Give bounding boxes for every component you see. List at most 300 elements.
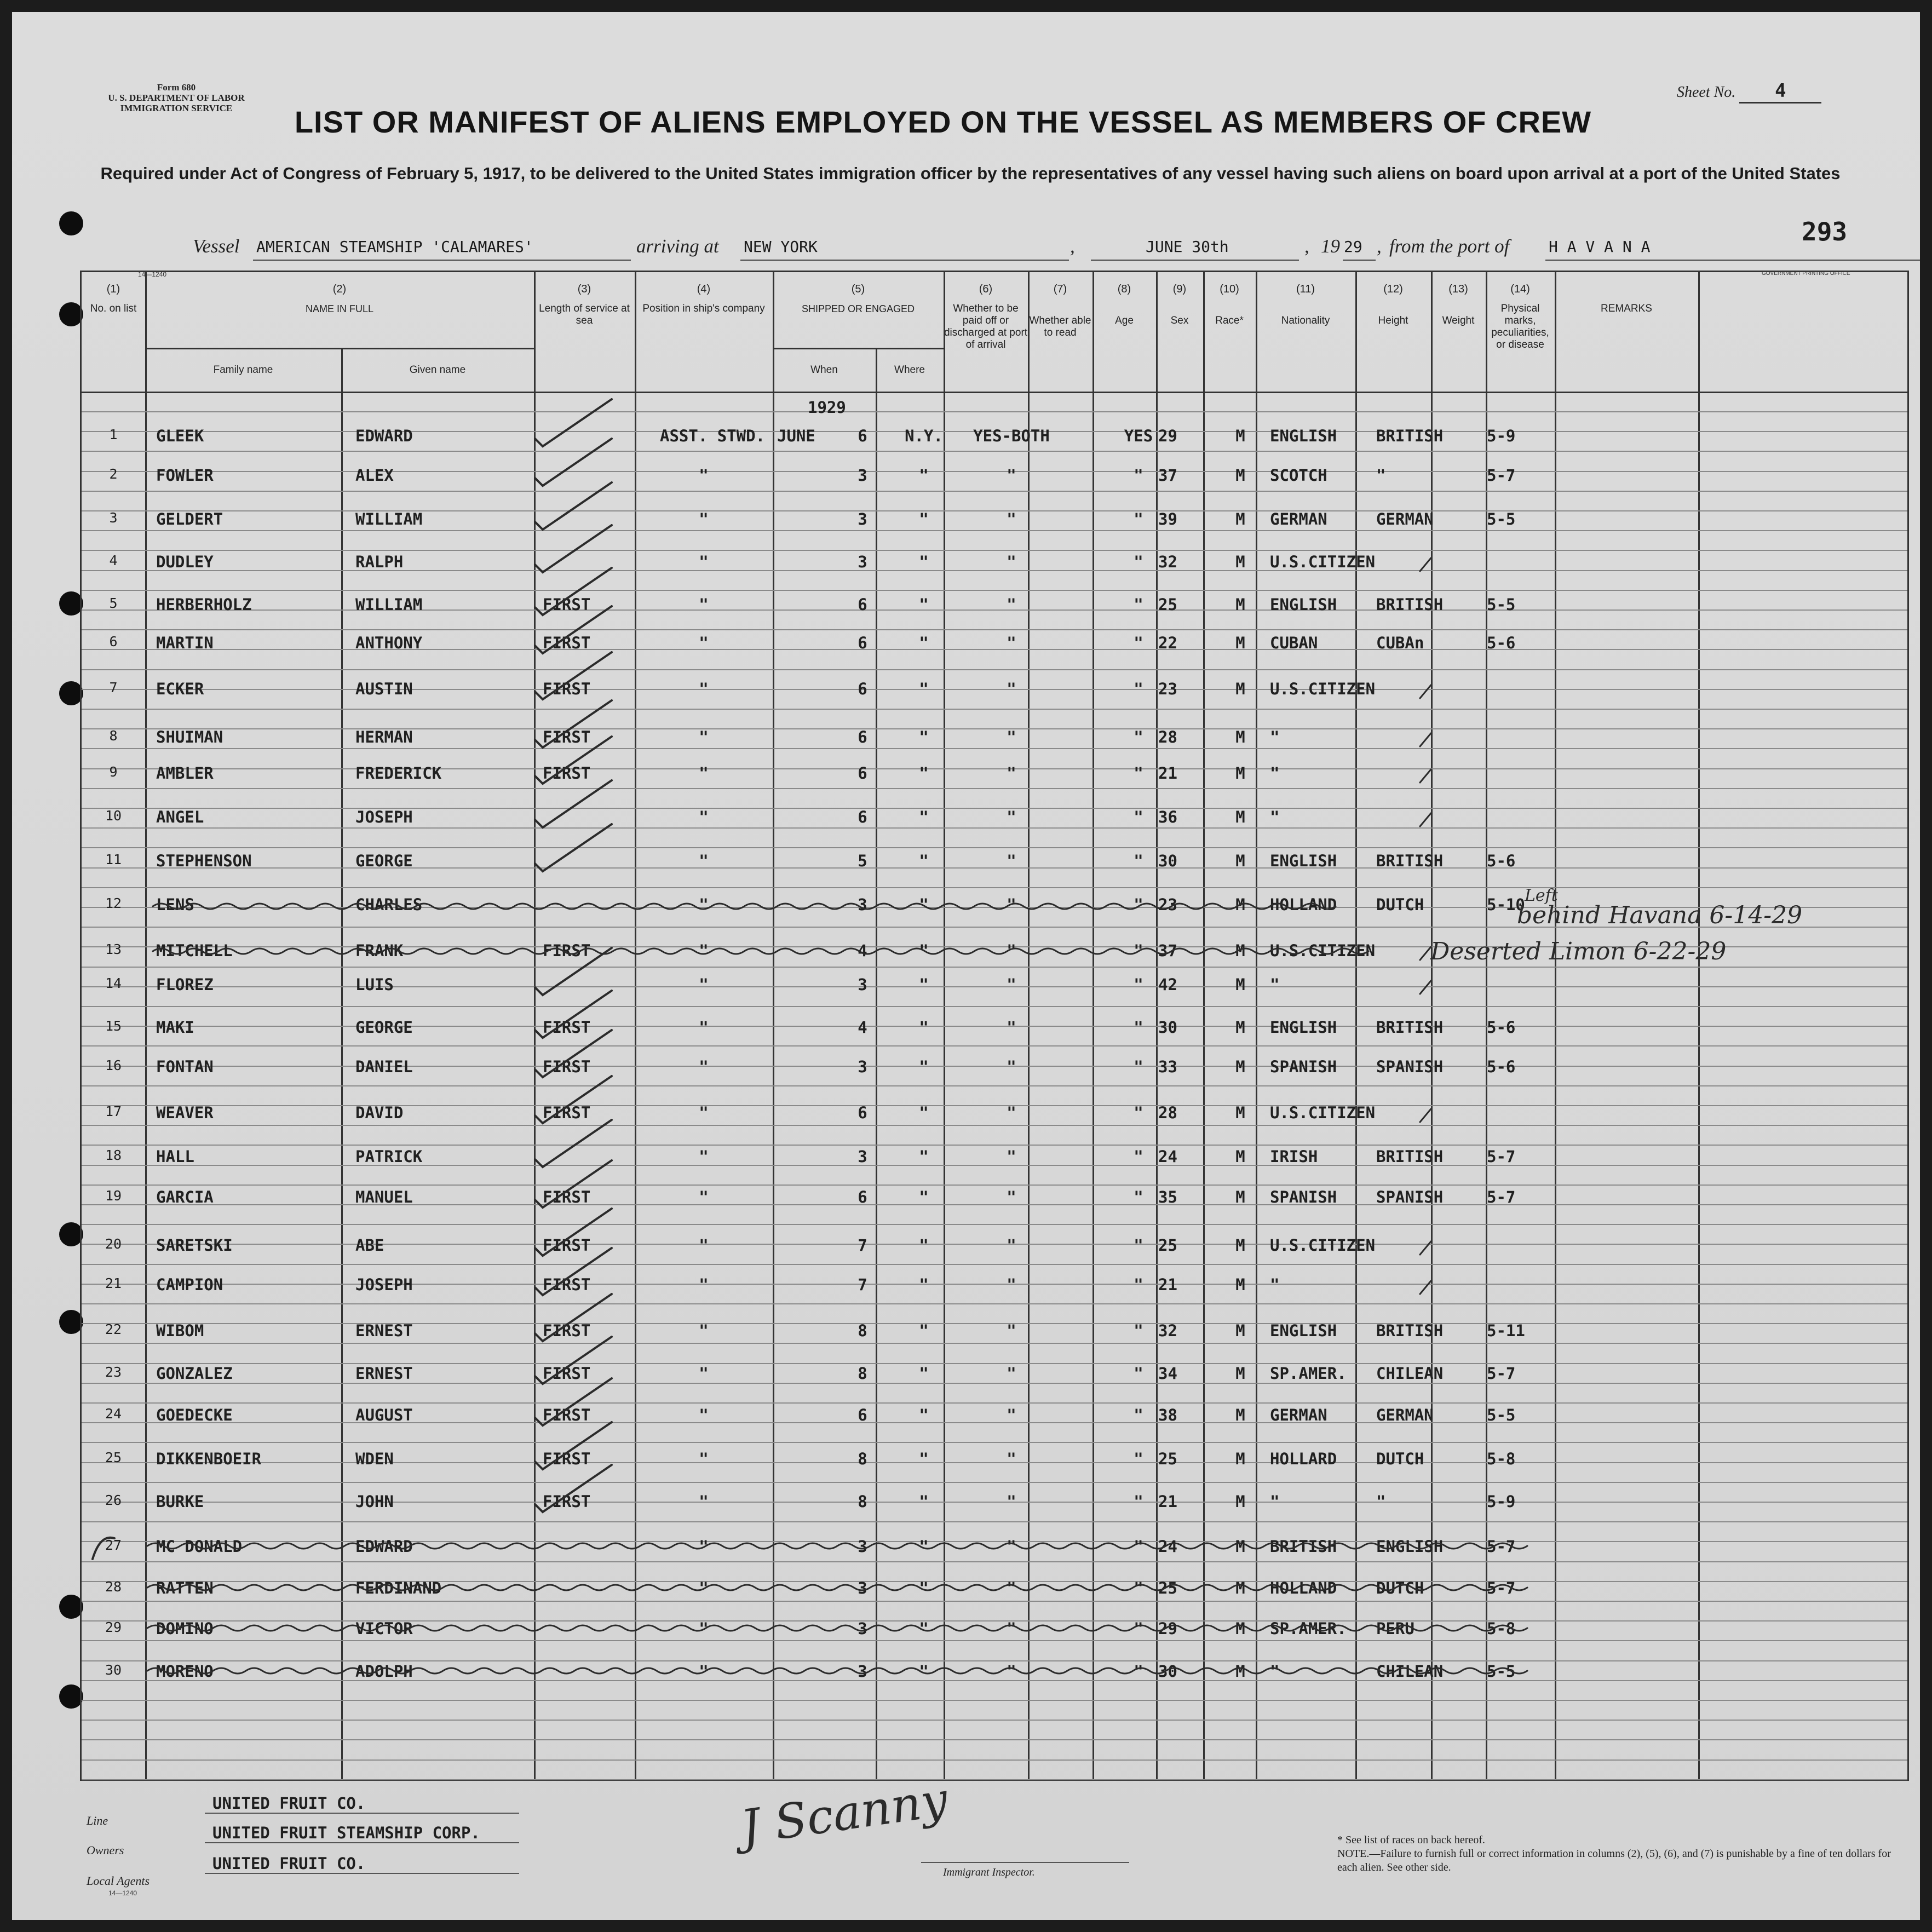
- column-number: (9): [1172, 283, 1187, 295]
- cell-sex: M: [1235, 852, 1245, 870]
- cell-read: YES: [1124, 427, 1153, 445]
- cell-race: ENGLISH: [1270, 852, 1337, 870]
- cell-position: ": [699, 1364, 709, 1383]
- cell-day: 5: [858, 852, 867, 870]
- column-label: No. on list: [90, 303, 137, 314]
- cell-read: ": [1134, 1662, 1143, 1681]
- check-mark: [535, 1209, 612, 1256]
- column-label: Height: [1378, 315, 1408, 326]
- cell-paid: ": [1007, 764, 1016, 783]
- cell-family: RATTEN: [156, 1579, 214, 1597]
- cell-given: JOHN: [355, 1492, 394, 1511]
- cell-family: AMBLER: [156, 764, 214, 783]
- column-label: Whether able to read: [1029, 315, 1091, 338]
- cell-paid: ": [1007, 1450, 1016, 1468]
- cell-given: FREDERICK: [355, 764, 442, 783]
- column-number: (6): [979, 283, 993, 295]
- cell-given: WILLIAM: [355, 510, 423, 528]
- line-label: Line: [87, 1814, 108, 1827]
- cell-read: ": [1134, 553, 1143, 571]
- cell-sex: M: [1235, 895, 1245, 914]
- cell-day: 8: [858, 1321, 867, 1340]
- cell-position: ": [699, 1579, 709, 1597]
- cell-height: 5-6: [1487, 1057, 1516, 1076]
- cell-paid: ": [1007, 1236, 1016, 1255]
- slash-mark: [1420, 685, 1431, 698]
- cell-position: ": [699, 1619, 709, 1638]
- cell-paid: ": [1007, 1537, 1016, 1556]
- column-number: (2): [332, 283, 347, 295]
- cell-read: ": [1134, 808, 1143, 826]
- cell-age: 25: [1158, 1236, 1177, 1255]
- column-label: Nationality: [1281, 315, 1330, 326]
- cell-where: ": [919, 680, 929, 698]
- cell-paid: ": [1007, 1018, 1016, 1037]
- cell-race: ": [1270, 975, 1280, 994]
- cell-family: DOMINO: [156, 1619, 214, 1638]
- cell-where: ": [919, 728, 929, 746]
- cell-service: FIRST: [543, 1188, 591, 1206]
- check-mark: [535, 1422, 612, 1469]
- cell-height: 5-5: [1487, 510, 1516, 528]
- cell-no: 3: [109, 510, 118, 526]
- cell-position: ": [699, 1236, 709, 1255]
- cell-day: 4: [858, 1018, 867, 1037]
- cell-sex: M: [1235, 1103, 1245, 1122]
- sheet-number-label: Sheet No.: [1677, 84, 1736, 101]
- cell-sex: M: [1235, 728, 1245, 746]
- cell-service: FIRST: [543, 1275, 591, 1294]
- cell-position: ": [699, 1188, 709, 1206]
- cell-where: ": [919, 595, 929, 614]
- cell-position: ": [699, 1147, 709, 1166]
- cell-no: 25: [105, 1450, 122, 1465]
- binder-hole: [59, 211, 83, 235]
- cell-service: FIRST: [543, 1057, 591, 1076]
- cell-given: DAVID: [355, 1103, 404, 1122]
- cell-age: 25: [1158, 1450, 1177, 1468]
- cell-nationality: BRITISH: [1376, 852, 1444, 870]
- cell-age: 21: [1158, 1492, 1177, 1511]
- check-mark: [535, 1337, 612, 1384]
- cell-height: 5-7: [1487, 1188, 1516, 1206]
- sheet-number-value: 4: [1739, 80, 1821, 104]
- cell-age: 39: [1158, 510, 1177, 528]
- cell-given: MANUEL: [355, 1188, 413, 1206]
- cell-race: ": [1270, 728, 1280, 746]
- cell-paid: ": [1007, 941, 1016, 960]
- cell-race: ": [1270, 764, 1280, 783]
- cell-day: 3: [858, 975, 867, 994]
- local-agents-label: Local Agents: [87, 1874, 150, 1888]
- cell-read: ": [1134, 1321, 1143, 1340]
- cell-paid: ": [1007, 1188, 1016, 1206]
- cell-read: ": [1134, 1188, 1143, 1206]
- failure-note: NOTE.—Failure to furnish full or correct information in columns (2), (5), (6), and (7) is punishable by a fine of ten dollars for each alien. See other side.: [1337, 1848, 1891, 1873]
- cell-no: 16: [105, 1057, 122, 1073]
- cell-service: FIRST: [543, 595, 591, 614]
- cell-age: 37: [1158, 466, 1177, 485]
- cell-race: ENGLISH: [1270, 427, 1337, 445]
- cell-read: ": [1134, 1018, 1143, 1037]
- cell-family: GARCIA: [156, 1188, 214, 1206]
- cell-service: FIRST: [543, 1406, 591, 1424]
- check-mark: [535, 1378, 612, 1425]
- slash-mark: [1420, 1241, 1431, 1255]
- vessel-name-field: AMERICAN STEAMSHIP 'CALAMARES': [253, 238, 631, 261]
- cell-position: ": [699, 680, 709, 698]
- cell-age: 23: [1158, 895, 1177, 914]
- cell-position: ": [699, 634, 709, 652]
- cell-sex: M: [1235, 466, 1245, 485]
- cell-sex: M: [1235, 1406, 1245, 1424]
- cell-given: WILLIAM: [355, 595, 423, 614]
- print-code: 14—1240: [138, 271, 167, 278]
- cell-age: 33: [1158, 1057, 1177, 1076]
- slash-mark: [1420, 733, 1431, 746]
- cell-position: ": [699, 852, 709, 870]
- cell-family: FLOREZ: [156, 975, 214, 994]
- cell-read: ": [1134, 1579, 1143, 1597]
- cell-day: 3: [858, 1619, 867, 1638]
- cell-day: 4: [858, 941, 867, 960]
- cell-no: 6: [109, 634, 118, 649]
- cell-where: ": [919, 895, 929, 914]
- cell-paid: ": [1007, 553, 1016, 571]
- page-title: LIST OR MANIFEST OF ALIENS EMPLOYED ON THE VESSEL AS MEMBERS OF CREW: [294, 105, 1592, 139]
- cell-nationality: DUTCH: [1376, 1450, 1424, 1468]
- cell-nationality: DUTCH: [1376, 895, 1424, 914]
- cell-where: ": [919, 1057, 929, 1076]
- service-name: IMMIGRATION SERVICE: [120, 103, 233, 113]
- cell-read: ": [1134, 1450, 1143, 1468]
- cell-read: ": [1134, 852, 1143, 870]
- cell-position: ": [699, 466, 709, 485]
- cell-age: 42: [1158, 975, 1177, 994]
- arrival-date-field: JUNE 30th: [1091, 238, 1299, 261]
- cell-no: 5: [109, 595, 118, 611]
- crew-table: [80, 271, 1909, 1781]
- check-mark: [535, 482, 612, 530]
- cell-sex: M: [1235, 1275, 1245, 1294]
- cell-no: 30: [105, 1662, 122, 1678]
- vessel-label: Vessel: [193, 235, 240, 257]
- check-mark: [535, 525, 612, 572]
- cell-family: WIBOM: [156, 1321, 204, 1340]
- cell-age: 25: [1158, 595, 1177, 614]
- handwritten-note-left-top: Left: [1525, 886, 1558, 905]
- cell-given: PATRICK: [355, 1147, 423, 1166]
- cell-given: ERNEST: [355, 1321, 413, 1340]
- cell-paid: ": [1007, 1406, 1016, 1424]
- cell-where: ": [919, 1188, 929, 1206]
- cell-where: ": [919, 941, 929, 960]
- cell-paid: ": [1007, 1147, 1016, 1166]
- column-label: Whether to be paid off or discharged at port of arrival: [944, 303, 1028, 350]
- owners-label: Owners: [87, 1843, 124, 1857]
- cell-sex: M: [1235, 1321, 1245, 1340]
- cell-day: 7: [858, 1236, 867, 1255]
- column-number: (1): [106, 283, 120, 295]
- cell-paid: ": [1007, 975, 1016, 994]
- cell-paid: ": [1007, 1364, 1016, 1383]
- cell-nationality: GERMAN: [1376, 510, 1434, 528]
- cell-family: MORENO: [156, 1662, 214, 1681]
- slash-mark: [1420, 947, 1431, 960]
- cell-given: ANTHONY: [355, 634, 423, 652]
- given-name-header: Given name: [409, 364, 466, 376]
- cell-age: 36: [1158, 808, 1177, 826]
- cell-race: U.S.CITIZEN: [1270, 941, 1376, 960]
- cell-nationality: CHILEAN: [1376, 1364, 1444, 1383]
- check-mark: [535, 700, 612, 748]
- cell-given: HERMAN: [355, 728, 413, 746]
- cell-position: ": [699, 595, 709, 614]
- cell-service: FIRST: [543, 1018, 591, 1037]
- cell-given: GEORGE: [355, 852, 413, 870]
- cell-height: 5-5: [1487, 1662, 1516, 1681]
- cell-sex: M: [1235, 510, 1245, 528]
- cell-race: SP.AMER.: [1270, 1619, 1347, 1638]
- slash-mark: [1420, 1281, 1431, 1294]
- cell-age: 28: [1158, 728, 1177, 746]
- cell-race: CUBAN: [1270, 634, 1318, 652]
- cell-read: ": [1134, 466, 1143, 485]
- cell-where: ": [919, 1103, 929, 1122]
- cell-sex: M: [1235, 941, 1245, 960]
- check-mark: [535, 948, 612, 995]
- cell-no: 23: [105, 1364, 122, 1380]
- cell-race: HOLLAND: [1270, 1579, 1337, 1597]
- cell-age: 23: [1158, 680, 1177, 698]
- cell-position: ": [699, 1450, 709, 1468]
- cell-height: 5-8: [1487, 1619, 1516, 1638]
- cell-age: 24: [1158, 1537, 1177, 1556]
- cell-no: 29: [105, 1619, 122, 1635]
- cell-position: ": [699, 1018, 709, 1037]
- form-number: Form 680: [157, 82, 196, 93]
- column-label: Age: [1115, 315, 1134, 326]
- cell-position: ": [699, 975, 709, 994]
- cell-position: ": [699, 553, 709, 571]
- column-label: Sex: [1170, 315, 1189, 326]
- cell-service: FIRST: [543, 1364, 591, 1383]
- column-label: NAME IN FULL: [305, 303, 374, 314]
- cell-read: ": [1134, 1492, 1143, 1511]
- cell-given: RALPH: [355, 553, 404, 571]
- cell-race: GERMAN: [1270, 510, 1327, 528]
- cell-service: FIRST: [543, 634, 591, 652]
- cell-nationality: BRITISH: [1376, 1018, 1444, 1037]
- cell-height: 5-9: [1487, 1492, 1516, 1511]
- cell-position: ": [699, 1662, 709, 1681]
- cell-height: 5-5: [1487, 595, 1516, 614]
- cell-sex: M: [1235, 808, 1245, 826]
- cell-paid: ": [1007, 1103, 1016, 1122]
- cell-service: FIRST: [543, 680, 591, 698]
- cell-service: FIRST: [543, 1450, 591, 1468]
- cell-race: GERMAN: [1270, 1406, 1327, 1424]
- cell-where: ": [919, 1236, 929, 1255]
- cell-read: ": [1134, 595, 1143, 614]
- cell-race: U.S.CITIZEN: [1270, 680, 1376, 698]
- cell-sex: M: [1235, 975, 1245, 994]
- cell-no: 17: [105, 1103, 122, 1119]
- cell-height: 5-8: [1487, 1450, 1516, 1468]
- cell-where: ": [919, 466, 929, 485]
- strike-line: [153, 904, 1336, 909]
- strike-line: [147, 1668, 1527, 1674]
- cell-read: ": [1134, 680, 1143, 698]
- cell-position: ": [699, 1057, 709, 1076]
- cell-nationality: GERMAN: [1376, 1406, 1434, 1424]
- cell-paid: ": [1007, 728, 1016, 746]
- strike-line: [147, 1543, 1527, 1549]
- cell-day: 3: [858, 1662, 867, 1681]
- cell-day: 3: [858, 466, 867, 485]
- cell-race: ENGLISH: [1270, 595, 1337, 614]
- cell-where: ": [919, 510, 929, 528]
- cell-day: 6: [858, 1406, 867, 1424]
- cell-service: FIRST: [543, 1321, 591, 1340]
- check-mark: [535, 991, 612, 1038]
- cell-nationality: BRITISH: [1376, 1147, 1444, 1166]
- cell-paid: ": [1007, 1492, 1016, 1511]
- cell-position: ": [699, 1103, 709, 1122]
- cell-race: HOLLAND: [1270, 895, 1337, 914]
- check-mark: [535, 1120, 612, 1167]
- sheet-number-field: [1677, 80, 1852, 104]
- column-label: Position in ship's company: [642, 303, 765, 314]
- footer-note: [1337, 1833, 1896, 1875]
- cell-day: 6: [858, 634, 867, 652]
- cell-family: WEAVER: [156, 1103, 214, 1122]
- cell-sex: M: [1235, 1188, 1245, 1206]
- cell-race: ": [1270, 1275, 1280, 1294]
- cell-race: ": [1270, 1492, 1280, 1511]
- family-name-header: Family name: [213, 364, 273, 376]
- cell-race: BRITISH: [1270, 1537, 1337, 1556]
- cell-given: WDEN: [355, 1450, 394, 1468]
- cell-nationality: SPANISH: [1376, 1057, 1444, 1076]
- cell-family: LENS: [156, 895, 194, 914]
- cell-family: MAKI: [156, 1018, 194, 1037]
- cell-race: ENGLISH: [1270, 1321, 1337, 1340]
- cell-age: 32: [1158, 553, 1177, 571]
- cell-no: 20: [105, 1236, 122, 1252]
- cell-family: HALL: [156, 1147, 194, 1166]
- cell-day: 6: [858, 1103, 867, 1122]
- signature-line: [921, 1862, 1129, 1863]
- cell-paid: ": [1007, 510, 1016, 528]
- check-mark: [535, 1030, 612, 1077]
- cell-family: GONZALEZ: [156, 1364, 233, 1383]
- cell-no: 15: [105, 1018, 122, 1034]
- cell-nationality: ": [1376, 466, 1386, 485]
- cell-sex: M: [1235, 427, 1245, 445]
- cell-given: CHARLES: [355, 895, 423, 914]
- cell-family: SARETSKI: [156, 1236, 233, 1255]
- cell-no: 12: [105, 895, 122, 911]
- cell-day: 6: [858, 808, 867, 826]
- line-value: UNITED FRUIT CO.: [205, 1794, 519, 1814]
- cell-sex: M: [1235, 634, 1245, 652]
- cell-read: ": [1134, 1057, 1143, 1076]
- check-mark: [535, 824, 612, 871]
- cell-given: FRANK: [355, 941, 404, 960]
- cell-day: 3: [858, 1147, 867, 1166]
- cell-paid: ": [1007, 895, 1016, 914]
- check-mark: [535, 652, 612, 699]
- cell-read: ": [1134, 728, 1143, 746]
- column-label: Physical marks, peculiarities, or disease: [1491, 303, 1549, 350]
- cell-position: ": [699, 895, 709, 914]
- cell-paid: ": [1007, 1057, 1016, 1076]
- cell-family: STEPHENSON: [156, 852, 252, 870]
- column-label: Weight: [1442, 315, 1475, 326]
- column-number: (7): [1053, 283, 1067, 295]
- cell-age: 30: [1158, 852, 1177, 870]
- cell-where: ": [919, 1147, 929, 1166]
- local-agents-value: UNITED FRUIT CO.: [205, 1854, 519, 1874]
- vessel-line: Vessel AMERICAN STEAMSHIP 'CALAMARES' arriving at NEW YORK , JUNE 30th , 19 29 , from the port of H A V A N A: [193, 235, 1743, 266]
- cell-day: 6: [858, 427, 867, 445]
- cell-position: ": [699, 941, 709, 960]
- cell-month: JUNE: [777, 427, 815, 445]
- cell-where: ": [919, 1364, 929, 1383]
- cell-family: SHUIMAN: [156, 728, 223, 746]
- year-field: 29: [1343, 238, 1376, 261]
- cell-nationality: ENGLISH: [1376, 1537, 1444, 1556]
- cell-where: ": [919, 1492, 929, 1511]
- cell-sex: M: [1235, 1364, 1245, 1383]
- cell-sex: M: [1235, 1147, 1245, 1166]
- column-number: (4): [697, 283, 711, 295]
- cell-age: 25: [1158, 1579, 1177, 1597]
- cell-no: 19: [105, 1188, 122, 1204]
- page-number: 293: [1802, 217, 1848, 246]
- cell-where: ": [919, 1450, 929, 1468]
- cell-read: ": [1134, 1537, 1143, 1556]
- cell-race: ": [1270, 808, 1280, 826]
- cell-no: 18: [105, 1147, 122, 1163]
- cell-no: 27: [105, 1537, 122, 1553]
- cell-given: EDWARD: [355, 427, 413, 445]
- cell-service: FIRST: [543, 728, 591, 746]
- arrival-port-field: NEW YORK: [740, 238, 1069, 261]
- column-number: (13): [1448, 283, 1468, 295]
- cell-paid: ": [1007, 1275, 1016, 1294]
- cell-where: ": [919, 1619, 929, 1638]
- inspector-signature: J Scanny: [737, 1772, 951, 1855]
- cell-family: GLEEK: [156, 427, 204, 445]
- shipped-when-header: When: [810, 364, 838, 376]
- cell-race: HOLLARD: [1270, 1450, 1337, 1468]
- cell-given: VICTOR: [355, 1619, 413, 1638]
- column-number: (8): [1117, 283, 1131, 295]
- cell-day: 6: [858, 1188, 867, 1206]
- cell-given: ERNEST: [355, 1364, 413, 1383]
- cell-nationality: BRITISH: [1376, 427, 1444, 445]
- cell-position: ": [699, 1321, 709, 1340]
- cell-nationality: CUBAn: [1376, 634, 1424, 652]
- cell-no: 1: [109, 427, 118, 442]
- cell-family: GELDERT: [156, 510, 223, 528]
- cell-race: U.S.CITIZEN: [1270, 1103, 1376, 1122]
- cell-no: 4: [109, 553, 118, 568]
- slash-mark: [1420, 1109, 1431, 1122]
- cell-race: SP.AMER.: [1270, 1364, 1347, 1383]
